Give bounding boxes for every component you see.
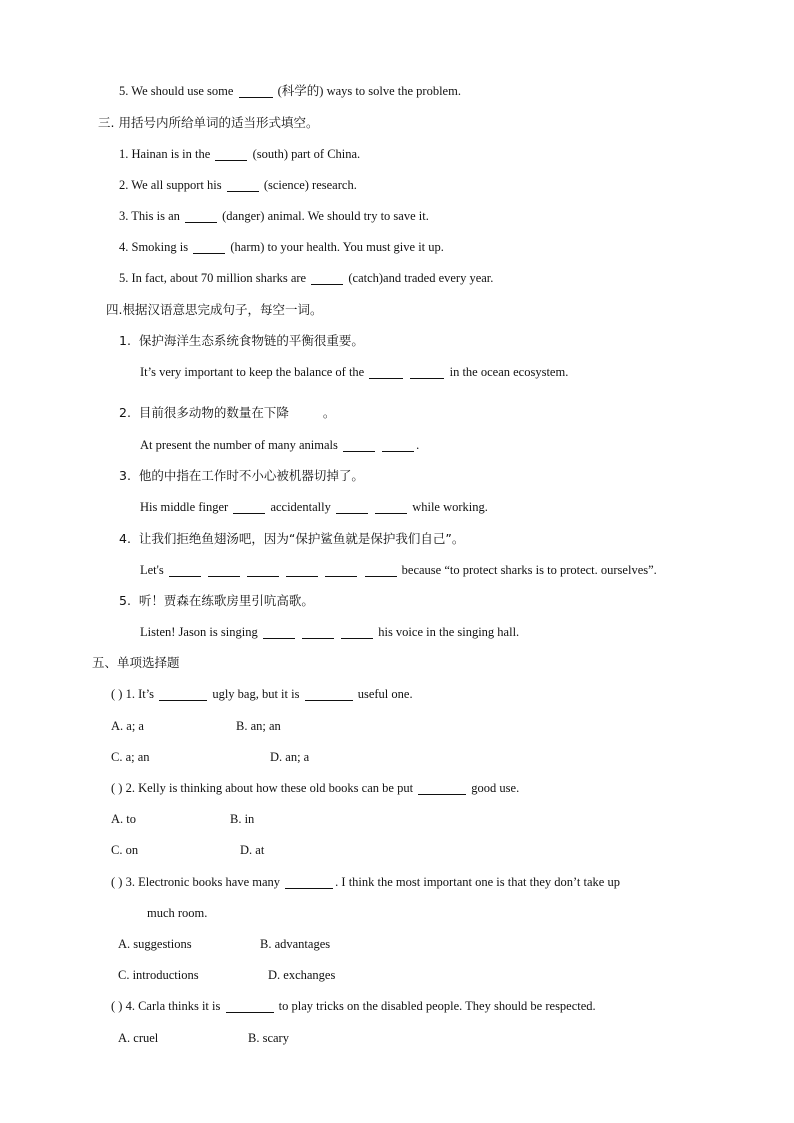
option-b[interactable]: B. in [230, 812, 255, 826]
option-c[interactable]: C. introductions [118, 968, 199, 982]
s3-item-1: 1. Hainan is in the (south) part of China. [119, 147, 361, 161]
blank-input[interactable] [233, 501, 265, 514]
blank-input[interactable] [263, 626, 295, 639]
s4-item-5-en: Listen! Jason is singing his voice in the singing hall. [140, 625, 520, 639]
s4-item-1-zh: 1. 保护海洋生态系统食物链的平衡很重要。 [119, 333, 364, 348]
blank-input[interactable] [341, 626, 373, 639]
blank-input[interactable] [369, 366, 403, 379]
option-c[interactable]: C. a; an [111, 750, 150, 764]
blank-input[interactable] [247, 564, 279, 577]
mc-question-4: ( ) 4. Carla thinks it is to play tricks on the disabled people. They should be respected. [111, 999, 596, 1013]
option-a[interactable]: A. a; a [111, 719, 144, 733]
option-b[interactable]: B. scary [248, 1031, 289, 1045]
blank-input[interactable] [343, 439, 375, 452]
option-c[interactable]: C. on [111, 843, 139, 857]
blank-input[interactable] [375, 501, 407, 514]
blank-input[interactable] [336, 501, 368, 514]
blank-input[interactable] [226, 1000, 274, 1013]
blank-input[interactable] [159, 688, 207, 701]
s4-item-4-en: Let's because “to protect sharks is to protect. ourselves”. [140, 563, 657, 577]
blank-input[interactable] [169, 564, 201, 577]
blank-input[interactable] [227, 179, 259, 192]
option-a[interactable]: A. cruel [118, 1031, 159, 1045]
blank-input[interactable] [285, 876, 333, 889]
s3-item-3: 3. This is an (danger) animal. We should try to save it. [119, 209, 429, 223]
option-d[interactable]: D. exchanges [268, 968, 336, 982]
option-d[interactable]: D. an; a [270, 750, 310, 764]
s4-item-4-zh: 4. 让我们拒绝鱼翅汤吧，因为“保护鲨鱼就是保护我们自己”。 [119, 531, 465, 546]
s3-item-4: 4. Smoking is (harm) to your health. You must give it up. [119, 240, 444, 254]
s3-item-2: 2. We all support his (science) research. [119, 178, 357, 192]
s4-item-2-en: At present the number of many animals . [140, 438, 420, 452]
blank-input[interactable] [302, 626, 334, 639]
blank-input[interactable] [418, 782, 466, 795]
s4-item-3-zh: 3. 他的中指在工作时不小心被机器切掉了。 [119, 468, 364, 483]
blank-input[interactable] [208, 564, 240, 577]
section-4-heading: 四.根据汉语意思完成句子，每空一词。 [106, 302, 323, 317]
option-d[interactable]: D. at [240, 843, 265, 857]
mc-question-3: ( ) 3. Electronic books have many . I think the most important one is that they don’t take up [111, 875, 620, 889]
option-b[interactable]: B. advantages [260, 937, 331, 951]
s2-item-5: 5. We should use some (科学的) ways to solve the problem. [119, 84, 461, 98]
option-b[interactable]: B. an; an [236, 719, 281, 733]
section-5-heading: 五、单项选择题 [92, 655, 180, 670]
s4-item-3-en: His middle finger accidentally while working. [140, 500, 488, 514]
mc-question-2: ( ) 2. Kelly is thinking about how these old books can be put good use. [111, 781, 520, 795]
mc-question-1: ( ) 1. It’s ugly bag, but it is useful one. [111, 687, 413, 701]
s4-item-1-en: It’s very important to keep the balance of the in the ocean ecosystem. [140, 365, 569, 379]
s4-item-5-zh: 5. 听！贾森在练歌房里引吭高歌。 [119, 593, 314, 608]
s4-item-2-zh: 2. 目前很多动物的数量在下降 。 [119, 405, 336, 420]
s3-item-5: 5. In fact, about 70 million sharks are (catch)and traded every year. [119, 271, 494, 285]
blank-input[interactable] [365, 564, 397, 577]
option-a[interactable]: A. to [111, 812, 136, 826]
blank-input[interactable] [305, 688, 353, 701]
blank-input[interactable] [215, 148, 247, 161]
blank-input[interactable] [286, 564, 318, 577]
option-a[interactable]: A. suggestions [118, 937, 192, 951]
blank-input[interactable] [311, 272, 343, 285]
blank-input[interactable] [185, 210, 217, 223]
mc-question-3-continued: much room. [147, 906, 208, 920]
blank-input[interactable] [325, 564, 357, 577]
blank-input[interactable] [193, 241, 225, 254]
section-3-heading: 三. 用括号内所给单词的适当形式填空。 [98, 115, 319, 130]
blank-input[interactable] [410, 366, 444, 379]
blank-input[interactable] [382, 439, 414, 452]
blank-input[interactable] [239, 85, 273, 98]
